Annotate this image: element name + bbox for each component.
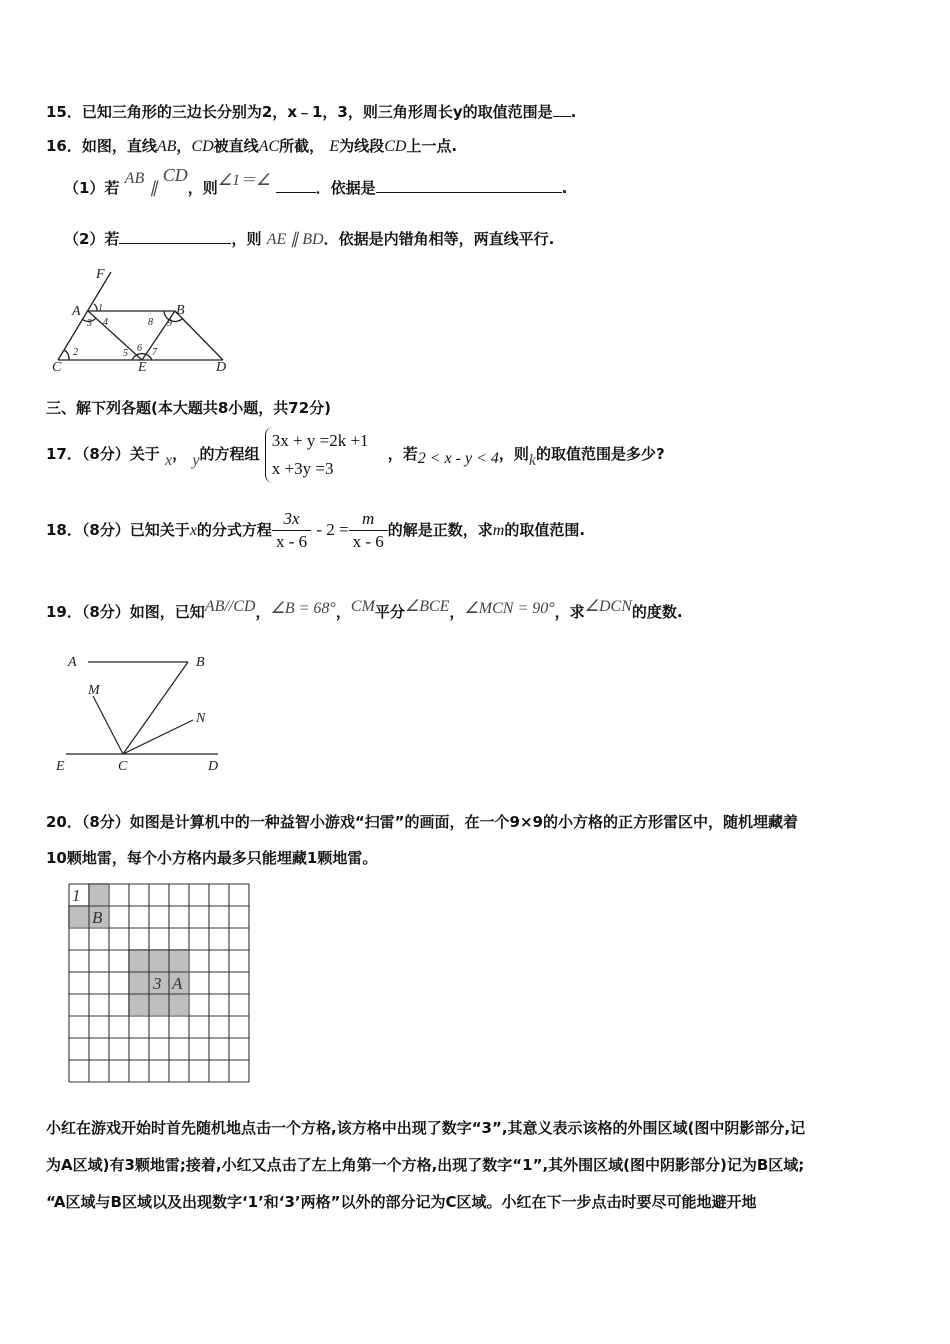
q16-t3: 为线段 <box>339 137 385 155</box>
fig16-num-2: 2 <box>73 347 78 358</box>
q18-m: m <box>492 522 505 539</box>
q16-1-ab: AB <box>124 170 145 187</box>
fig16-num-7: 7 <box>152 347 157 358</box>
fig19-label-a: A <box>68 655 77 670</box>
fig16-num-5: 5 <box>123 348 128 359</box>
q16-2-mid: ，则 <box>231 230 262 248</box>
cell-label-b: B <box>92 908 103 927</box>
q16-1-parallel: ∥ <box>149 180 158 197</box>
question-18 <box>46 506 585 555</box>
fig16-label-d: D <box>216 360 227 375</box>
q18-t2: 的解是正数，求 <box>387 521 493 539</box>
q16-e: E <box>329 138 340 155</box>
q17-x: x <box>165 452 173 469</box>
q16-1-lead: （1）若 <box>64 179 120 197</box>
q18-num1: 3x <box>272 508 311 531</box>
section-3-heading: 三、解下列各题(本大题共8小题，共72分) <box>46 399 332 417</box>
q19-t3: 的度数. <box>631 603 683 621</box>
cell-number-3: 3 <box>153 974 162 993</box>
q19-lead: 19．（8分）如图，已知 <box>46 603 205 621</box>
fig19-label-d: D <box>208 759 219 774</box>
q16-1-angle: ∠1＝∠ <box>217 172 271 189</box>
q15-end: . <box>570 103 577 121</box>
q17-comma: ， <box>172 445 188 463</box>
q18-x: x <box>189 522 197 539</box>
figure-16 <box>46 264 246 376</box>
q19-parallel: AB//CD <box>204 598 256 615</box>
q17-lead: 17．（8分）关于 <box>46 445 160 463</box>
minesweeper-grid <box>68 883 252 1083</box>
question-16-part-2 <box>64 229 554 250</box>
angle-arc-2 <box>64 350 69 360</box>
fig19-label-c: C <box>118 759 128 774</box>
q18-minus: - 2 = <box>316 520 349 539</box>
q17-t3: ，则 <box>498 445 529 463</box>
line-f-c <box>58 272 111 360</box>
question-19 <box>46 598 683 627</box>
line-cn <box>123 720 193 754</box>
q17-t4: 的取值范围是多少? <box>536 445 665 463</box>
fig19-label-b: B <box>196 655 205 670</box>
fig16-label-a: A <box>72 304 81 319</box>
fig16-label-c: C <box>52 360 62 375</box>
paragraph-line-1: 小红在游戏开始时首先随机地点击一个方格,该方格中出现了数字“3”,其意义表示该格的外围区域(图中阴影部分,记 <box>46 1119 806 1137</box>
q15-text: 15．已知三角形的三边长分别为2，x﹣1，3，则三角形周长y的取值范围是 <box>46 103 553 121</box>
q16-1-end: . <box>561 179 568 197</box>
cell-label-a: A <box>172 974 183 993</box>
q19-t1: 平分 <box>374 603 405 621</box>
q16-lead: 16．如图，直线 <box>46 137 157 155</box>
cell-number-1: 1 <box>72 886 81 905</box>
q18-num2: m <box>349 508 388 531</box>
q16-t2: 所截， <box>279 137 325 155</box>
q16-t1: 被直线 <box>213 137 259 155</box>
shaded-cells <box>68 883 188 1015</box>
q17-t1: 的方程组 <box>199 445 260 463</box>
q19-cm: CM <box>350 598 375 615</box>
question-16-part-1 <box>64 165 568 204</box>
fig19-label-e: E <box>56 759 65 774</box>
question-20-line-2: 10颗地雷，每个小方格内最多只能埋藏1颗地雷。 <box>46 849 378 867</box>
q18-t3: 的取值范围. <box>504 521 586 539</box>
q19-sep1: ， <box>255 603 271 621</box>
q18-fraction-2 <box>349 508 388 553</box>
angle-arc-1 <box>94 304 97 311</box>
q18-t1: 的分式方程 <box>196 521 272 539</box>
q16-2-tail: ．依据是内错角相等，两直线平行. <box>323 230 555 248</box>
q16-cd: CD <box>191 138 214 155</box>
q16-1-blank-basis <box>376 178 562 193</box>
q18-fraction-1 <box>272 508 311 553</box>
fig16-num-1: 1 <box>98 303 103 314</box>
question-17 <box>46 424 665 485</box>
q17-eq1: 3x + y =2k +1 <box>271 430 369 450</box>
fig16-label-e: E <box>138 360 147 375</box>
q19-sep3: ， <box>449 603 465 621</box>
line-cb <box>123 662 188 754</box>
q19-angle-mcn: ∠MCN = 90° <box>464 600 555 617</box>
figure-19 <box>50 650 240 774</box>
q17-eq2: x +3y =3 <box>271 458 334 478</box>
q19-t2: ，求 <box>554 603 585 621</box>
fig16-num-6: 6 <box>137 343 142 354</box>
q16-ac: AC <box>258 138 280 155</box>
q19-angle-dcn: ∠DCN <box>584 598 632 615</box>
fig19-label-n: N <box>196 711 206 726</box>
q18-den2: x - 6 <box>352 532 384 551</box>
q17-t2: ，若 <box>387 445 418 463</box>
question-15 <box>46 102 576 122</box>
paragraph-line-2: 为A区域)有3颗地雷;接着,小红又点击了左上角第一个方格,出现了数字“1”,其外围区域(图中阴影部分)记为B区域; <box>46 1156 805 1174</box>
q16-2-blank <box>119 229 231 244</box>
q19-angle-b: ∠B = 68° <box>270 600 336 617</box>
shaded-b-region <box>88 883 108 905</box>
q16-1-blank-angle <box>276 178 316 193</box>
q18-lead: 18．（8分）已知关于 <box>46 521 190 539</box>
q16-comma: ， <box>176 137 192 155</box>
q16-1-mid: ，则 <box>187 179 218 197</box>
q16-2-lead: （2）若 <box>64 230 120 248</box>
q17-k: k <box>528 452 537 469</box>
q15-blank <box>553 102 571 117</box>
question-20-line-1: 20．（8分）如图是计算机中的一种益智小游戏“扫雷”的画面，在一个9×9的小方格的正方形雷区中，随机埋藏着 <box>46 813 798 831</box>
q17-y: y <box>192 452 200 469</box>
paragraph-line-3: “A区域与B区域以及出现数字‘1’和‘3’两格”以外的部分记为C区域。小红在下一步点击时要尽可能地避开地 <box>46 1193 757 1211</box>
fig16-label-f: F <box>96 267 105 282</box>
question-16 <box>46 136 457 157</box>
q17-equation-system <box>265 427 369 483</box>
q16-1-cd: CD <box>162 165 188 185</box>
fig16-num-8: 8 <box>148 317 153 328</box>
q17-condition: 2 < x - y < 4 <box>417 450 499 467</box>
fig16-num-4: 4 <box>103 317 108 328</box>
q16-ab: AB <box>156 138 177 155</box>
q16-t4: 上一点. <box>406 137 458 155</box>
q16-cd2: CD <box>384 138 407 155</box>
fig19-label-m: M <box>88 683 100 698</box>
fig16-num-3: 3 <box>87 318 92 329</box>
q16-1-basis: ．依据是 <box>315 179 376 197</box>
line-cm <box>93 696 123 754</box>
q16-2-expr: AE ∥ BD <box>266 231 324 248</box>
q19-angle-bce: ∠BCE <box>404 598 450 615</box>
q19-sep2: ， <box>335 603 351 621</box>
q18-den1: x - 6 <box>275 532 308 551</box>
fig16-label-b: B <box>176 303 185 318</box>
fig16-num-9: 9 <box>167 318 172 329</box>
